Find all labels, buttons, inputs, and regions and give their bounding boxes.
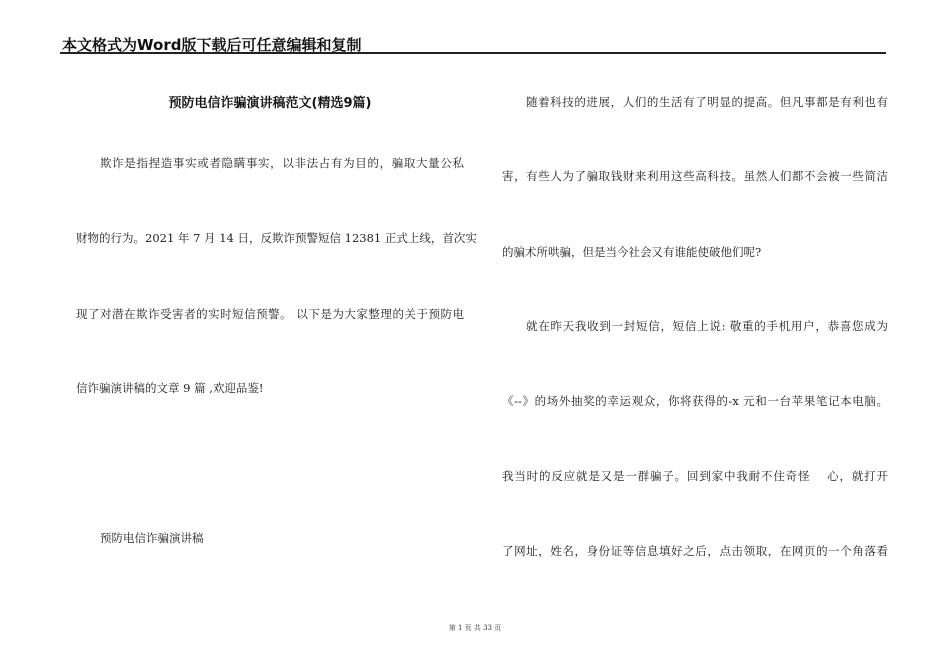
left-line-2: 财物的行为。2021 年 7 月 14 日，反欺诈预警短信 12381 正式上线，首次实	[76, 231, 477, 245]
left-line-4: 信诈骗演讲稿的文章 9 篇 ,欢迎品鉴!	[76, 381, 264, 395]
left-line-1: 欺诈是指捏造事实或者隐瞒事实，以非法占有为目的，骗取大量公私	[100, 156, 464, 170]
right-line-2: 害，有些人为了骗取钱财来利用这些高科技。虽然人们都不会被一些简洁	[502, 169, 888, 183]
subheading: 预防电信诈骗演讲稿	[100, 531, 204, 545]
header-rule	[60, 52, 886, 54]
page-number-footer: 第 1 页 共 33 页	[448, 624, 502, 632]
right-line-7: 了网址，姓名，身份证等信息填好之后，点击领取，在网页的一个角落看	[502, 544, 888, 558]
page-header: 本文格式为Word版下载后可任意编辑和复制	[62, 36, 362, 54]
left-line-3: 现了对潜在欺诈受害者的实时短信预警。 以下是为大家整理的关于预防电	[76, 307, 464, 321]
right-line-6: 我当时的反应就是又是一群骗子。回到家中我耐不住奇怪 心，就打开	[502, 469, 888, 483]
right-line-4: 就在昨天我收到一封短信，短信上说: 敬重的手机用户，恭喜您成为	[526, 319, 888, 333]
right-line-1: 随着科技的进展，人们的生活有了明显的提高。但凡事都是有利也有	[526, 95, 888, 109]
right-line-5: 《--》的场外抽奖的幸运观众，你将获得的-x 元和一台苹果笔记本电脑。	[502, 394, 888, 408]
right-line-3: 的骗术所哄骗，但是当今社会又有谁能使破他们呢?	[502, 245, 762, 259]
document-title: 预防电信诈骗演讲稿范文(精选9篇)	[168, 96, 372, 111]
